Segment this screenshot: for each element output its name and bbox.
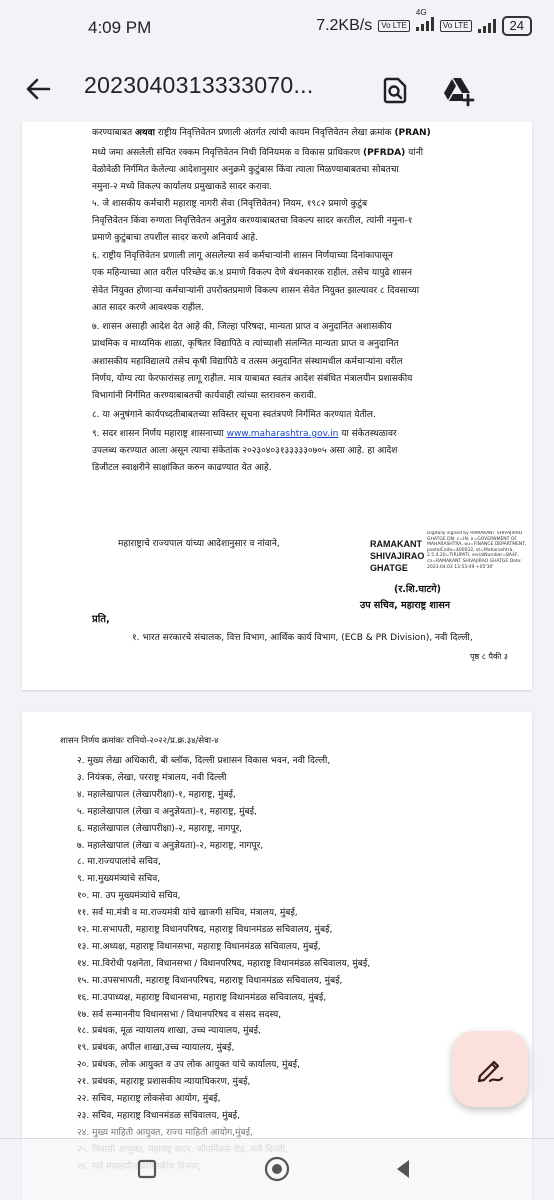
recipient-list-item: १८. प्रबंधक, मूळ न्यायालय शाखा, उच्च न्यायालय, मुंबई, [77,1026,261,1037]
document-page-2[interactable] [22,712,532,1200]
paragraph-line [92,428,397,441]
bold-text-segment: (PRAN) [394,128,431,138]
page-number: पृष्ठ ८ पैकी ३ [470,652,508,661]
text-segment: डिजीटल स्वाक्षरीने साक्षांकित करुन काढण्यात येत आहे. [92,463,272,473]
text-segment: प्रमाणे कुटुंबाचा तपशील सादर करणे अनिवार्य आहे. [92,233,258,243]
text-segment: प्राथमिक व माध्यमिक शाळा, कृषितर विद्यापिठे व त्यांच्याशी संलग्नित मान्यता प्राप्त व अनुदानित [92,339,399,349]
recipient-list-item: १०. मा. उप मुख्यमंत्र्यांचे सचिव, [77,891,181,902]
signer-name-line: SHIVAJIRAO [370,551,425,561]
signer-name-line: GHATGE [370,563,408,573]
recipient-list-item: १४. मा.विरोधी पक्षनेता, विधानसभा / विधानपरिषद, महाराष्ट्र विधानमंडळ सचिवालय, मुंबई, [77,958,371,969]
recipient-list-item: १३. मा.अध्यक्ष, महाराष्ट्र विधानसभा, महाराष्ट्र विधानमंडळ सचिवालय, मुंबई, [77,941,321,952]
text-segment: राष्ट्रीय निवृत्तिवेतन प्रणाली अंतर्गत त्यांची कायम निवृत्तिवेतन लेखा क्रमांक [155,128,395,138]
paragraph-line [92,302,204,315]
text-segment: ६. राष्ट्रीय निवृत्तिवेतन प्रणाली लागू असलेल्या सर्व कर्मचाऱ्यांनी शासन निर्णयाच्या दिनांकापासून [92,251,393,261]
bold-text-segment: अथवा [135,128,155,138]
status-indicators [316,7,532,36]
recipient-list-item: ७. महालेखापाल (लेखा व अनुज्ञेयता)-२, महाराष्ट्र, नागपूर, [77,840,264,851]
network-speed: 7.2KB/s [316,17,373,34]
paragraph-line [92,127,431,140]
back-button[interactable] [22,73,54,105]
nav-recents-icon [132,1154,162,1184]
battery-icon: 24 [502,16,532,36]
recipient-list-item: १९. प्रबंधक, अपील शाखा,उच्च न्यायालय, मुंबई, [77,1043,235,1054]
paragraph-line [92,409,376,422]
text-segment: नमुना-२ मध्ये विकल्प कार्यालय प्रमुखाकडे सादर करावा. [92,182,273,192]
recipient-list-item: ११. सर्व मा.मंत्री व मा.राज्यमंत्री यांचे खाजगी सचिव, मंत्रालय, मुंबई, [77,908,298,919]
paragraph-line [92,232,258,245]
signer-name-line: RAMAKANT [370,539,422,549]
by-order-text: महाराष्ट्राचे राज्यपाल यांच्या आदेशानुसार व नांवाने, [118,539,280,549]
paragraph-line [92,267,412,280]
recipient-list-item: ८. मा.राज्यपालांचे सचिव, [77,857,161,868]
text-segment: एक महिन्याच्या आत वरील परिच्छेद क्र.४ प्रमाणे विकल्प देणे बंधनकारक राहील. तसेच यापुढे शासन [92,268,412,278]
app-toolbar [0,56,554,122]
signal-4g-icon [415,7,434,36]
nav-back-button[interactable] [388,1154,418,1184]
paragraph-line [92,164,399,177]
text-segment: ९. सदर शासन निर्णय महाराष्ट्र शासनाच्या [92,429,227,439]
nav-back-icon [388,1154,418,1184]
paragraph-line [92,373,412,386]
add-to-drive-button[interactable] [434,67,480,113]
recipient-list-item: २. मुख्य लेखा अधिकारी, बी ब्लॉक, दिल्ली प्रशासन विकास भवन, नवी दिल्ली, [77,756,331,766]
signer-short-name: (र.शि.घाटगे) [394,584,441,595]
google-lens-icon [372,67,418,113]
text-segment: ५. जे शासकीय कर्मचारी महाराष्ट्र नागरी सेवा (निवृत्तिवेतन) नियम, १९८२ प्रमाणे कुटुंब [92,199,368,209]
order-number-header-text: शासन निर्णय क्रमांकः रानियो-२०२२/प्र.क्र.३४/सेवा-४ [60,736,219,746]
text-segment: सेवेत नियुक्त होणाऱ्या कर्मचाऱ्यांनी उपरोक्तप्रमाणे विकल्प शासन सेवेत नियुक्त झाल्यावर ८ दिवसाच्या [92,286,420,296]
text-segment: आत सादर करणे आवश्यक राहील. [92,303,204,313]
recipient-list-item: ४. महालेखापाल (लेखापरीक्षा)-१, महाराष्ट्र, मुंबई, [77,789,236,800]
nav-home-button[interactable] [262,1154,292,1184]
text-segment: मध्ये जमा असलेली संचित रक्कम निवृत्तिवेतन निधी विनियमक व विकास प्राधिकरण [92,148,363,158]
recipient-list-item: १५. मा.उपसभापती, महाराष्ट्र विधानपरिषद, महाराष्ट्र विधानमंडळ सचिवालय, मुंबई, [77,975,343,986]
text-segment: अशासकीय महाविद्यालये तसेच कृषी विद्यापिठे व तत्सम अनुदानित संस्थामधील कर्मचाऱ्यांना वरील [92,357,403,367]
paragraph-line [92,147,423,160]
recipient-list-item: २३. सचिव, महाराष्ट्र विधानमंडळ सचिवालय, मुंबई, [77,1110,240,1121]
edit-button[interactable] [452,1031,528,1107]
signer-name [370,538,424,574]
signal-icon [478,19,496,33]
text-segment: यांनी [405,148,424,158]
text-segment: ७. शासन असाही आदेश देत आहे की, जिल्हा परिषदा, मान्यता प्राप्त व अनुदानित अशासकीय [92,322,392,332]
text-segment: ८. या अनुषंगाने कार्यपध्दतीबाबतच्या सविस्तर सूचना स्वतंत्रपणे निर्गमित करण्यात येतील. [92,410,376,420]
paragraph-line [92,198,367,211]
digital-signature-stamp: Digitally signed by RAMAKANT SHIVAJIRAO GHATGE DN: c=IN, o=GOVERNMENT OF MAHARASHTRA, ou=FINANCE DEPARTMENT, postalCode=400032, st=Maharashtra, 2.5.4.20=TIRUPATI, serialNumber=8A4F, cn=RAMAKANT SHIVAJIRAO GHATGE Date: 2023.04.03 13:53:49 +05'30' [427,531,527,570]
signer-designation: उप सचिव, महाराष्ट्र शासन [360,600,451,611]
paragraph-line [92,250,393,263]
order-number-header [60,735,219,748]
paragraph-line [92,390,317,403]
text-segment: या संकेतस्थळावर [338,429,397,439]
bold-text-segment: (PFRDA) [362,148,406,158]
status-time: 4:09 PM [88,18,152,37]
paragraph-line [92,338,399,351]
text-segment: निर्णय, योग्य त्या फेरफारांसह लागू राहील. मात्र याबाबत स्वतंत्र आदेश संबंधित मंत्रालयीन प्रशासकीय [92,374,413,384]
document-page-1[interactable] [22,122,532,690]
recipient-list-item: २२. सचिव, महाराष्ट्र लोकसेवा आयोग, मुंबई, [77,1094,221,1104]
text-segment: निवृत्तिवेतन किंवा रुग्णता निवृत्तिवेतन अनुज्ञेय करण्याबाबतचा विकल्प सादर करतील, त्यांनी नमुना-१ [92,216,413,226]
recipient-list-item: १२. मा.सभापती, महाराष्ट्र विधानपरिषद, महाराष्ट्र विधानमंडळ सचिवालय, मुंबई, [77,925,333,935]
text-segment: उपलब्ध करण्यात आला असून त्याचा संकेतांक २०२३०४०३१३३३३३०७०५ असा आहे. हा आदेश [92,446,398,456]
recipient-list-item: ३. नियंत्रक, लेखा, परराष्ट्र मंत्रालय, नवी दिल्ली [77,772,227,783]
paragraph-line [92,356,403,369]
nav-recents-button[interactable] [132,1154,162,1184]
paragraph-line [92,321,392,334]
google-lens-button[interactable] [372,67,418,113]
paragraph-line [92,462,272,475]
nav-divider [0,1138,554,1139]
recipient-list-item: १६. मा.उपाध्यक्ष, महाराष्ट्र विधानसभा, महाराष्ट्र विधानमंडळ सचिवालय, मुंबई, [77,992,327,1003]
paragraph-line [92,181,272,194]
text-segment: करण्याबाबत [92,128,136,138]
document-title: 2023040313333070... [84,72,314,98]
paragraph-line [92,285,419,298]
nav-home-icon [262,1154,292,1184]
recipient-list-item: २१. प्रबंधक, महाराष्ट्र प्रशासकीय न्यायाधिकरण, मुंबई, [77,1077,251,1088]
recipient-item: १. भारत सरकारचे संचालक, वित्त विभाग, आर्थिक कार्य विभाग, (ECB & PR Division), नवी दिल्ली, [132,633,473,643]
to-heading: प्रति, [92,614,110,625]
lte-icon: Vo LTE [378,20,410,32]
status-bar [0,0,554,56]
lte-icon-2: Vo LTE [440,20,472,32]
recipient-list-item: १७. सर्व सन्माननीय विधानसभा / विधानपरिषद व संसद सदस्य, [77,1009,282,1020]
text-segment: वेळोवेळी निर्गमित केलेल्या आदेशानुसार अनुक्रमे कुटुंबास किंवा त्याला मिळण्याबाबतचा सोबतचा [92,165,399,175]
recipient-list-item: २४. मुख्य माहिती आयुक्त, राज्य माहिती आयोग,मुंबई, [77,1127,253,1138]
edit-pen-icon [474,1053,506,1085]
recipient-list-item: ९. मा.मुख्यमंत्र्यांचे सचिव, [77,874,161,885]
website-link[interactable]: www.maharashtra.gov.in [226,429,339,439]
recipient-list-item: ६. महालेखापाल (लेखापरीक्षा)-२, महाराष्ट्र, नागपूर, [77,823,242,834]
arrow-left-icon [22,73,54,105]
add-to-drive-icon [434,67,480,113]
recipient-list-item: २०. प्रबंधक, लोक आयुक्त व उप लोक आयुक्त यांचे कार्यालय, मुंबई, [77,1060,300,1071]
recipient-list-item: ५. महालेखापाल (लेखा व अनुज्ञेयता)-१, महाराष्ट्र, मुंबई, [77,806,257,817]
paragraph-line [92,215,412,228]
system-navigation-bar [0,1140,554,1200]
network-type: 4G [415,7,427,17]
paragraph-line [92,445,397,458]
text-segment: विभागांनी निर्गमित करण्याबाबतची कार्यवाही त्यांच्या स्तरावरुन करावी. [92,391,317,401]
